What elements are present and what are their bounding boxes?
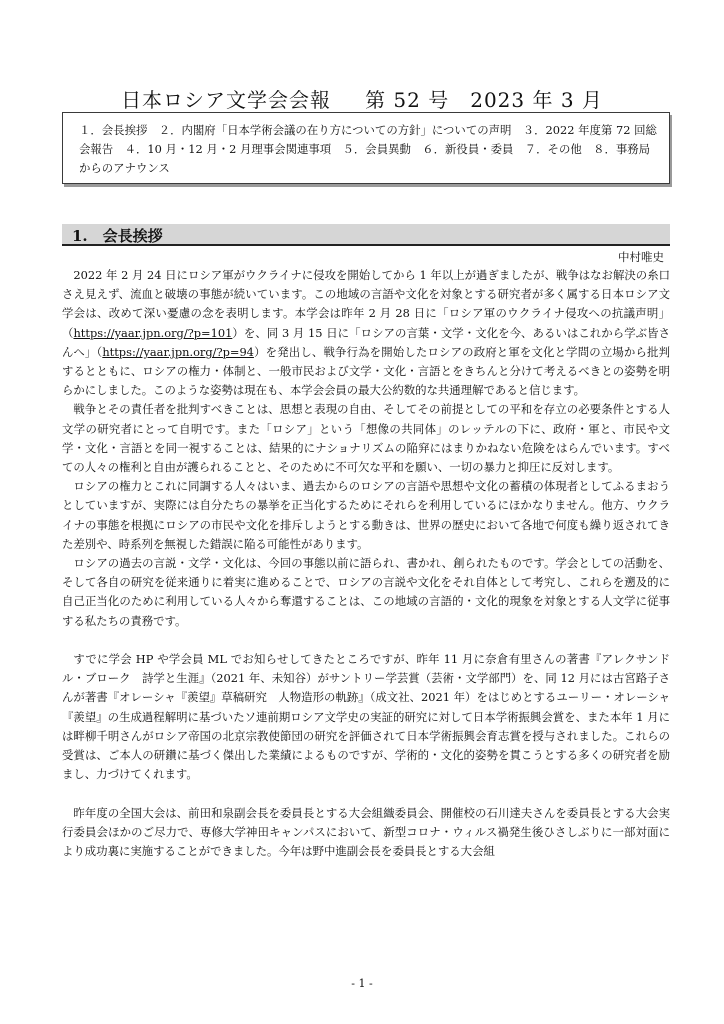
- statement-link-2[interactable]: https://yaar.jpn.org/?p=94: [102, 344, 254, 359]
- title-main: 日本ロシア文学会会報: [121, 88, 332, 112]
- statement-link-1[interactable]: https://yaar.jpn.org/?p=101: [73, 325, 233, 340]
- author-name: 中村唯史: [618, 250, 664, 264]
- paragraph-2: 戦争とその責任者を批判すべきことは、思想と表現の自由、そしてその前提としての平和を存立の必要条件とする人文学の研究者にとって自明です。また「ロシア」という「想像の共同体」のレッテルの下に、政府・軍と、市民や文学・文化・言語とを同一視することは、結果的にナショナリズムの陥穽にはまりかねない危険をはらんでいます。すべての人々の権利と自由が護られることと、そのために不可欠な平和を願い、一切の暴力と抑圧に反対します。: [62, 402, 670, 475]
- paragraph-1-text-b: ）を、同 3 月 15 日に「ロシアの言葉・文学・文化を今、あるいはこれから学ぶ皆さんへ」（: [62, 325, 670, 359]
- paragraph-4: ロシアの過去の言説・文学・文化は、今回の事態以前に語られ、書かれ、創られたものです。学会としての活動を、そして各自の研究を従来通りに着実に進めることで、ロシアの言説や文化をそれ自体として考究し、これらを遡及的に自己正当化のために利用している人々から奪還することは、この地域の言語的・文化的現象を対象とする人文学に従事する私たちの責務です。: [62, 556, 670, 628]
- table-of-contents-text: １．会長挨拶 ２．内閣府「日本学術会議の在り方についての方針」についての声明 ３．2022 年度第 72 回総会報告 ４．10 月・12 月・2 月理事会関連事項 ５．会員異動 ６．新役員・委員 ７．その他 ８．事務局からのアナウンス: [79, 123, 657, 175]
- table-of-contents-box: [62, 112, 670, 184]
- page-number: - 1 -: [351, 977, 373, 990]
- paragraph-6: 昨年度の全国大会は、前田和泉副会長を委員長とする大会組織委員会、開催校の石川達夫さんを委員長とする大会実行委員会ほかのご尽力で、専修大学神田キャンパスにおいて、新型コロナ・ウィルス禍発生後ひさしぶりに一部対面により成功裏に実施することができました。今年は野中進副会長を委員長とする大会組: [62, 805, 670, 859]
- section-heading-bar: [62, 224, 670, 246]
- paragraph-3: ロシアの権力とこれに同調する人々はいま、過去からのロシアの言語や思想や文化の蓄積の体現者としてふるまおうとしていますが、実際には自分たちの暴挙を正当化するためにそれらを利用しているにほかなりません。他方、ウクライナの事態を根拠にロシアの市民や文化を排斥しようとする動きは、世界の歴史において各地で何度も繰り返されてきた差別や、時系列を無視した錯誤に陥る可能性があります。: [62, 479, 670, 551]
- paragraph-1-text-c: ）を発出し、戦争行為を開始したロシアの政府と軍を文化と学問の立場から批判するとともに、ロシアの権力・体制と、一般市民および文学・文化・言語とをきちんと分けて考えるべきとの姿勢を明らかにしました。このような姿勢は現在も、本学会会員の最大公約数的な共通理解であると信じます。: [62, 344, 670, 398]
- paragraph-5: すでに学会 HP や学会員 ML でお知らせしてきたところですが、昨年 11 月に奈倉有里さんの著書『アレクサンドル・ブローク 詩学と生涯』（2021 年、未知谷）がサントリー学芸賞（芸術・文学部門）を、同 12 月には古宮路子さんが著書『オレーシャ『羨望』草稿研究 人物造形の軌跡』（成文社、2021 年）をはじめとするユーリー・オレーシャ『羨望』の生成過程解明に基づいたソ連前期ロシア文学史の実証的研究に対して日本学術振興会賞を、また本年 1 月には畔柳千明さんがロシア帝国の北京宗教使節団の研究を評価されて日本学術振興会育志賞を授与されました。これらの受賞は、ご本人の研鑽に基づく傑出した業績によるものですが、学術的・文化的姿勢を貫こうとする多くの研究者を励まし、力づけてくれます。: [62, 652, 670, 782]
- section-heading: 1. 会長挨拶: [72, 227, 163, 245]
- paragraph-1: [62, 266, 670, 400]
- newsletter-title: [0, 84, 724, 113]
- paragraph-1-text-a: 2022 年 2 月 24 日にロシア軍がウクライナに侵攻を開始してから 1 年以上が過ぎましたが、戦争はなお解決の糸口さえ見えず、流血と破壊の事態が続いています。この地域の言語や文化を対象とする研究者が多く属する日本ロシア文学会は、改めて深い憂慮の念を表明します。本学会は昨年 2 月 28 日に「ロシア軍のウクライナ侵攻への抗議声明」（: [62, 268, 670, 340]
- article-body: [62, 266, 670, 861]
- title-issue: 第 52 号 2023 年 3 月: [365, 88, 603, 112]
